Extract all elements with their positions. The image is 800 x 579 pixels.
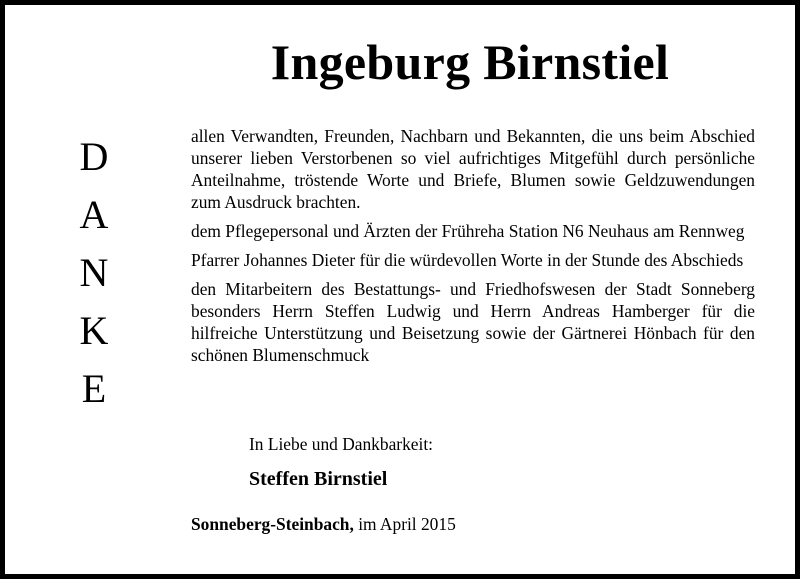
danke-letter: N	[79, 250, 109, 295]
thanks-body	[191, 125, 755, 373]
place: Sonneberg-Steinbach,	[191, 514, 354, 534]
date: im April 2015	[358, 514, 456, 534]
thanks-paragraph: allen Verwandten, Freunden, Nachbarn und Bekannten, die uns beim Abschied unserer lieben Verstorbenen so viel aufrichtiges Mitgefühl durch persönliche Anteilnahme, tröstende Worte und Briefe, Blumen sowie Geldzuwendungen zum Ausdruck brachten.	[191, 126, 755, 212]
danke-letter: A	[79, 192, 109, 237]
danke-vertical-text	[72, 128, 116, 418]
thanks-paragraph: dem Pflegepersonal und Ärzten der Frühreha Station N6 Neuhaus am Rennweg	[191, 221, 745, 241]
signature-intro: In Liebe und Dankbarkeit:	[249, 434, 433, 454]
thanks-paragraph: Pfarrer Johannes Dieter für die würdevollen Worte in der Stunde des Abschieds	[191, 250, 744, 270]
deceased-name-title: Ingeburg Birnstiel	[270, 34, 670, 90]
thanks-paragraph: den Mitarbeitern des Bestattungs- und Friedhofswesen der Stadt Sonneberg besonders Herrn Steffen Ludwig und Herrn Andreas Hamberger für die hilfreiche Unterstützung und Beisetzung sowie der Gärtnerei Hönbach für den schönen Blumenschmuck	[191, 279, 755, 365]
danke-letter: D	[79, 134, 109, 179]
danke-letter: K	[79, 308, 109, 353]
signature-name: Steffen Birnstiel	[249, 468, 388, 490]
place-date-line	[191, 513, 456, 535]
danke-letter: E	[81, 366, 107, 411]
